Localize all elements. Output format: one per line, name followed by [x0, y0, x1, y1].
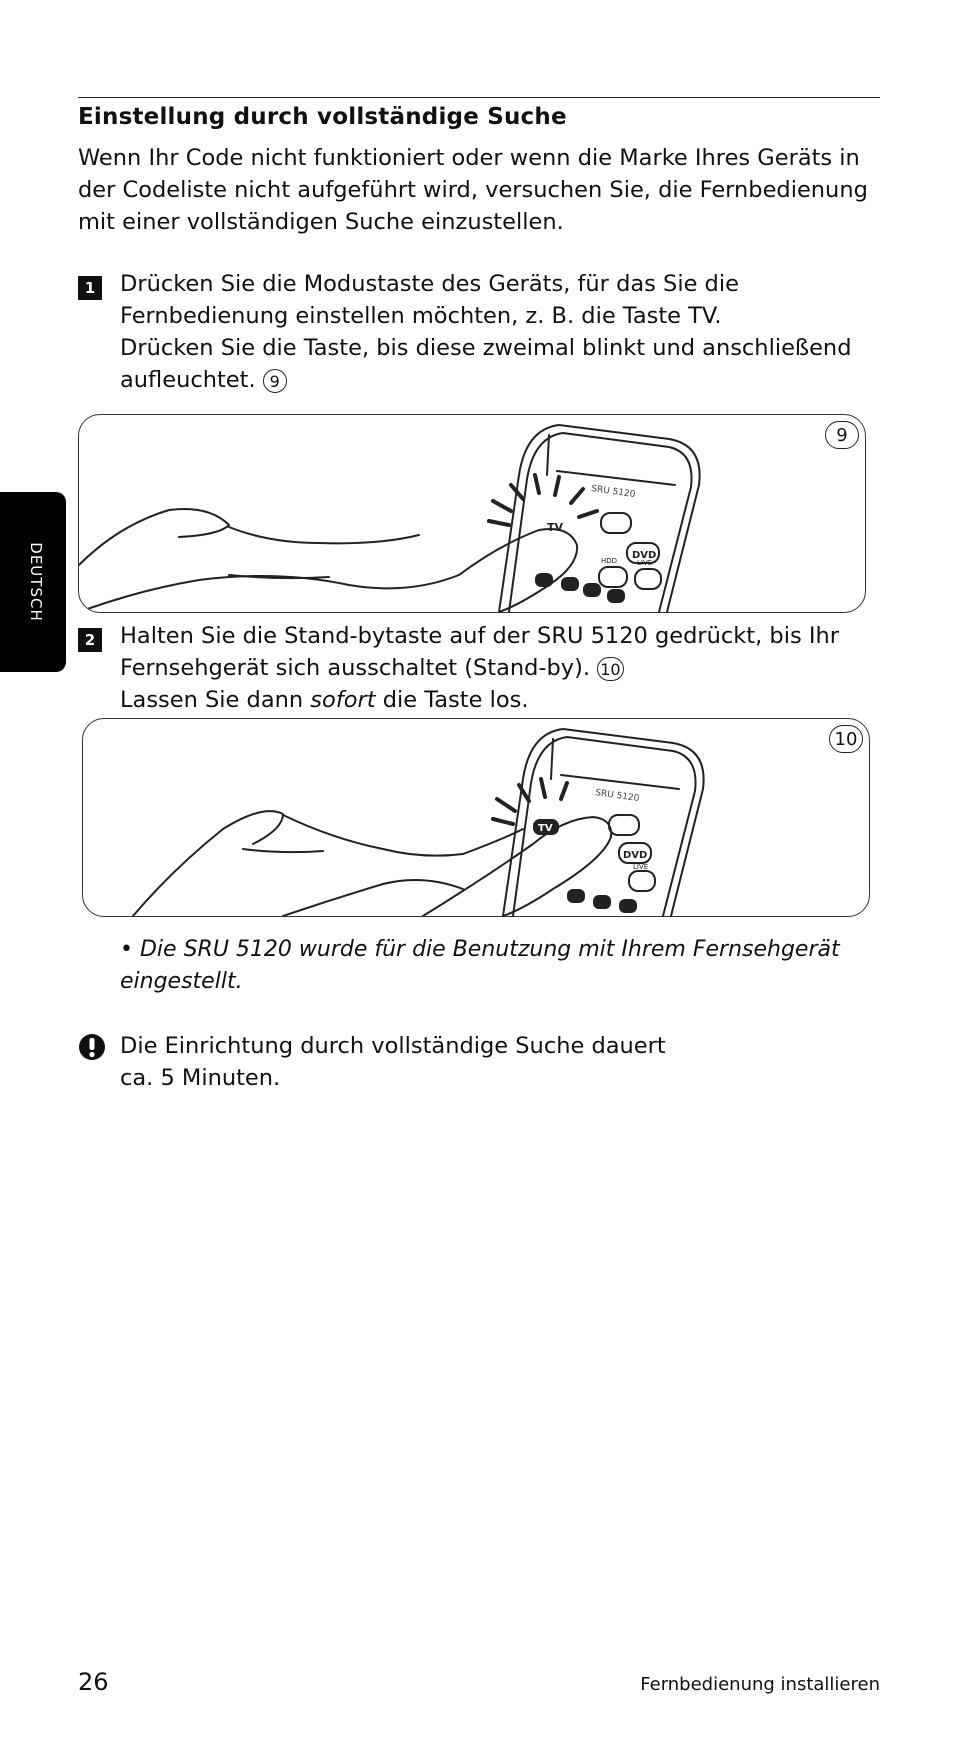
chapter-title: Fernbedienung installieren [640, 1674, 880, 1695]
intro-paragraph: Wenn Ihr Code nicht funktioniert oder wenn die Marke Ihres Geräts in der Codeliste nicht aufgeführt wird, versuchen Sie, die Fernbedienung mit einer vollständigen Suche einzustellen. [78, 145, 868, 235]
warning-icon [78, 1033, 106, 1061]
figure-10 [82, 718, 870, 917]
step-number-2: 2 [78, 628, 102, 652]
note-line-2: ca. 5 Minuten. [120, 1065, 281, 1091]
step-2-line-2-post: die Taste los. [375, 687, 529, 713]
step-2-emphasis: sofort [310, 687, 376, 713]
remote-press-tv-illustration [79, 415, 865, 612]
remote-press-standby-illustration [83, 719, 869, 916]
step-2-text [120, 620, 890, 716]
language-label: DEUTSCH [27, 542, 45, 622]
step-number-1: 1 [78, 276, 102, 300]
live-button-label-2: LIVE [633, 863, 649, 871]
bullet-dot: • [120, 937, 140, 962]
language-side-tab [0, 492, 66, 672]
remote-model-label: SRU 5120 [590, 484, 636, 501]
figure-9-ref: 9 [825, 421, 859, 449]
step-1-line-2-text: Drücken Sie die Taste, bis diese zweimal blinkt und anschließend aufleuchtet. [120, 335, 852, 393]
figure-9 [78, 414, 866, 613]
step-2-line-1-text: Halten Sie die Stand-bytaste auf der SRU 5120 gedrückt, bis Ihr Fernsehgerät sich ausschaltet (Stand-by). [120, 623, 839, 681]
remote-model-label-2: SRU 5120 [594, 788, 640, 805]
dvd-button-label-2: DVD [623, 850, 648, 861]
step-2-line-2 [120, 684, 890, 716]
note-line-1: Die Einrichtung durch vollständige Suche dauert [120, 1033, 666, 1059]
figure-10-ref: 10 [829, 725, 863, 753]
step-1-line-1: Drücken Sie die Modustaste des Geräts, für das Sie die Fernbedienung einstellen möchten, z. B. die Taste TV. [120, 271, 739, 329]
figure-ref-10: 10 [597, 657, 623, 681]
live-button-label: LIVE [637, 559, 653, 567]
hdd-button-label: HDD [601, 557, 618, 565]
page-number: 26 [78, 1668, 109, 1696]
note-text [120, 1030, 820, 1094]
section-heading: Einstellung durch vollständige Suche [78, 104, 567, 130]
step-1-line-2 [120, 332, 890, 396]
result-bullet [120, 934, 880, 998]
result-text: Die SRU 5120 wurde für die Benutzung mit Ihrem Fernsehgerät eingestellt. [120, 937, 840, 994]
dvd-button-label: DVD [632, 550, 657, 561]
step-1-text [120, 268, 890, 396]
tv-button-label-2: TV [538, 823, 553, 834]
step-2-line-1 [120, 620, 890, 684]
top-rule [78, 97, 880, 98]
figure-ref-9: 9 [263, 369, 287, 393]
tv-button-label: TV [547, 521, 564, 534]
step-2-line-2-pre: Lassen Sie dann [120, 687, 311, 713]
